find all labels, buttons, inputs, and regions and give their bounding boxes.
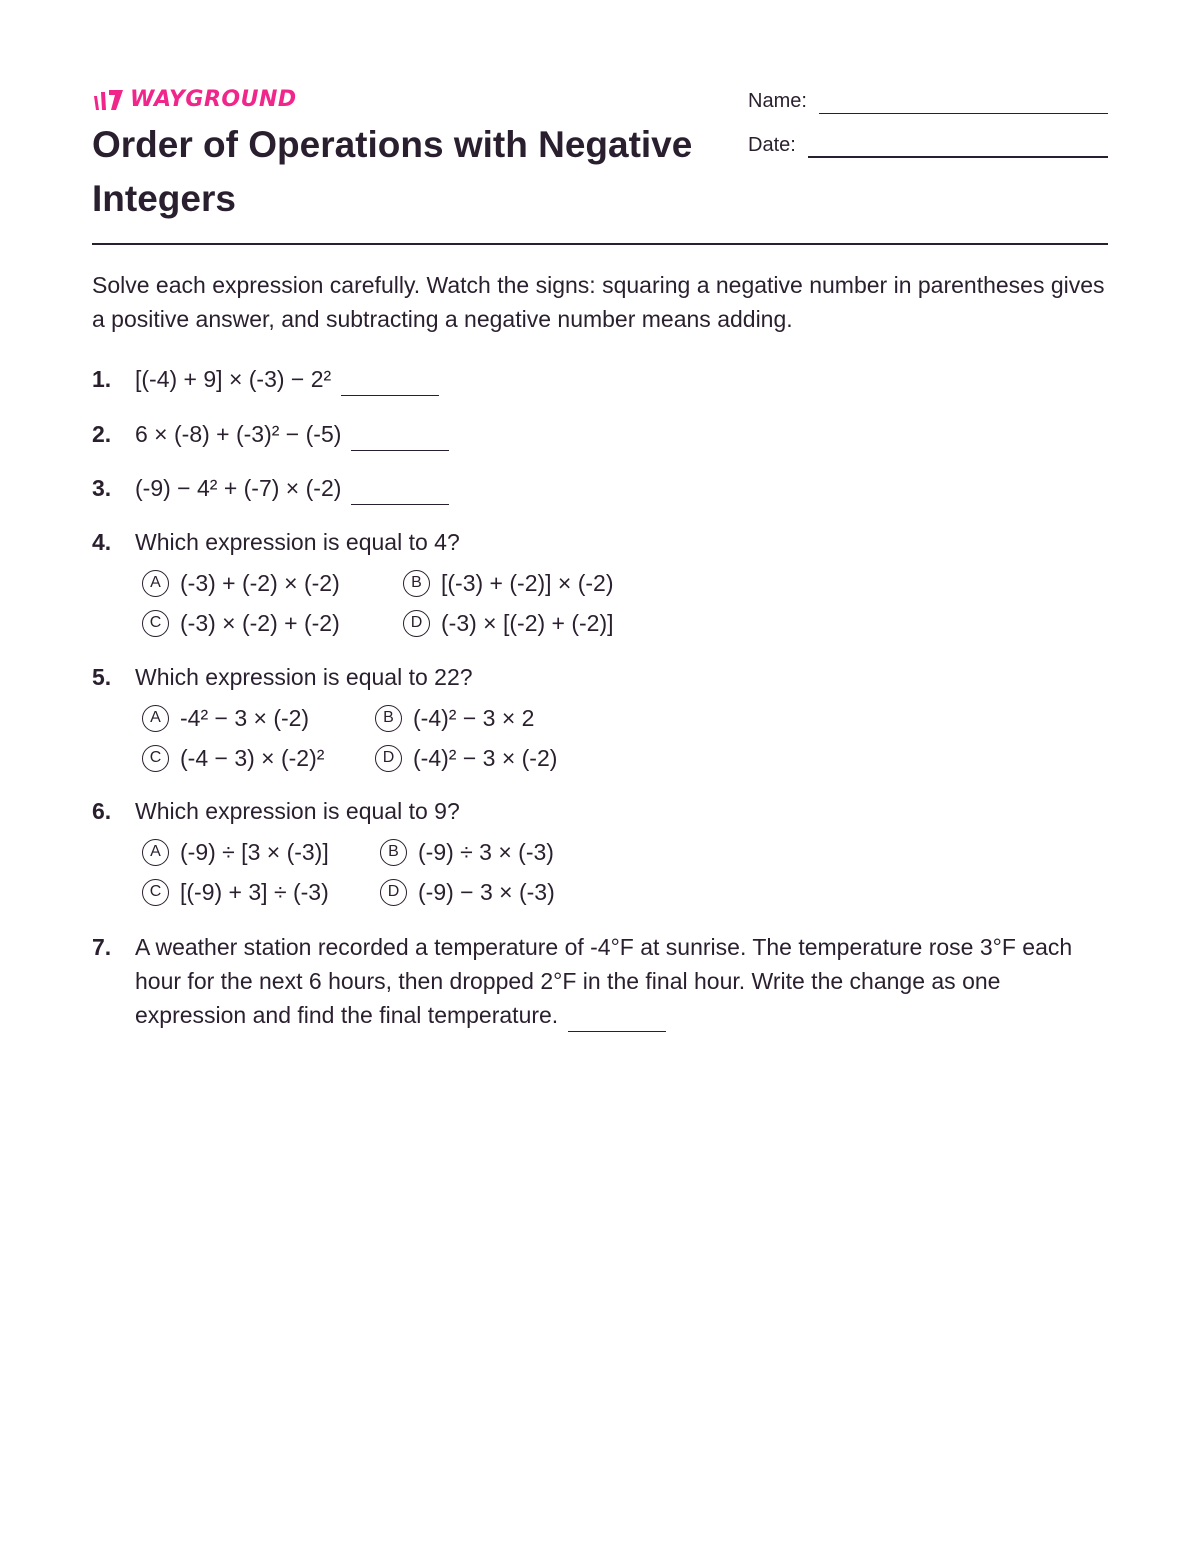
- bubble-icon[interactable]: B: [375, 705, 402, 732]
- question-text: 6 × (-8) + (-3)² − (-5): [135, 421, 342, 447]
- bubble-icon[interactable]: C: [142, 610, 169, 637]
- date-line[interactable]: [808, 132, 1108, 158]
- option-a[interactable]: [142, 835, 380, 869]
- option-b[interactable]: [403, 566, 614, 600]
- question-text: Which expression is equal to 4?: [135, 529, 460, 555]
- bubble-icon[interactable]: A: [142, 570, 169, 597]
- worksheet-page: [92, 0, 1108, 1552]
- date-field[interactable]: [748, 132, 1108, 158]
- question-text: Which expression is equal to 22?: [135, 664, 473, 690]
- question-5-options: [142, 701, 557, 775]
- name-line[interactable]: [819, 89, 1108, 114]
- question-number: 7.: [92, 934, 112, 960]
- brand-name: WAYGROUND: [130, 87, 297, 112]
- option-text: [(-9) + 3] ÷ (-3): [180, 879, 329, 905]
- option-text: (-9) ÷ [3 × (-3)]: [180, 839, 329, 865]
- option-text: (-3) + (-2) × (-2): [180, 570, 340, 596]
- answer-blank[interactable]: [351, 422, 449, 451]
- date-label: Date:: [748, 134, 796, 156]
- option-d[interactable]: [380, 875, 555, 909]
- bubble-icon[interactable]: B: [380, 839, 407, 866]
- answer-blank[interactable]: [568, 1003, 666, 1032]
- option-text: (-9) ÷ 3 × (-3): [418, 839, 554, 865]
- bubble-icon[interactable]: C: [142, 745, 169, 772]
- question-number: 6.: [92, 798, 112, 824]
- option-text: [(-3) + (-2)] × (-2): [441, 570, 614, 596]
- bubble-icon[interactable]: C: [142, 879, 169, 906]
- answer-blank[interactable]: [351, 476, 449, 505]
- option-text: (-4)² − 3 × (-2): [413, 745, 558, 771]
- option-d[interactable]: [375, 741, 557, 775]
- option-c[interactable]: [142, 741, 375, 775]
- brand-logo: [92, 86, 297, 114]
- bubble-icon[interactable]: A: [142, 839, 169, 866]
- name-label: Name:: [748, 90, 807, 112]
- bubble-icon[interactable]: D: [403, 610, 430, 637]
- option-c[interactable]: [142, 606, 403, 640]
- bubble-icon[interactable]: D: [380, 879, 407, 906]
- option-d[interactable]: [403, 606, 614, 640]
- question-text: Which expression is equal to 9?: [135, 798, 460, 824]
- option-text: -4² − 3 × (-2): [180, 705, 310, 731]
- option-b[interactable]: [375, 701, 557, 735]
- option-text: (-3) × (-2) + (-2): [180, 610, 340, 636]
- option-b[interactable]: [380, 835, 555, 869]
- bubble-icon[interactable]: D: [375, 745, 402, 772]
- question-number: 3.: [92, 475, 112, 501]
- question-number: 1.: [92, 366, 112, 392]
- question-text: A weather station recorded a temperature of -4°F at sunrise. The temperature rose 3°F each hour for the next 6 hours, then dropped 2°F in the final hour. Write the change as one expression and find the final temperature.: [135, 934, 1073, 1028]
- option-text: (-3) × [(-2) + (-2)]: [441, 610, 614, 636]
- instructions: Solve each expression carefully. Watch the signs: squaring a negative number in parentheses gives a positive answer, and subtracting a negative number means adding.: [92, 272, 1105, 332]
- question-number: 5.: [92, 664, 112, 690]
- header-divider: [92, 243, 1108, 245]
- wayground-logo-icon: [92, 88, 124, 112]
- question-4-options: [142, 566, 614, 640]
- question-text: [(-4) + 9] × (-3) − 2²: [135, 366, 332, 392]
- option-c[interactable]: [142, 875, 380, 909]
- option-text: (-4)² − 3 × 2: [413, 705, 535, 731]
- answer-blank[interactable]: [341, 367, 439, 396]
- option-a[interactable]: [142, 701, 375, 735]
- question-text: (-9) − 4² + (-7) × (-2): [135, 475, 342, 501]
- question-number: 4.: [92, 529, 112, 555]
- option-text: (-9) − 3 × (-3): [418, 879, 555, 905]
- question-6-options: [142, 835, 555, 909]
- option-text: (-4 − 3) × (-2)²: [180, 745, 325, 771]
- page-title: Order of Operations with Negative Integers: [92, 124, 693, 219]
- bubble-icon[interactable]: B: [403, 570, 430, 597]
- option-a[interactable]: [142, 566, 403, 600]
- question-number: 2.: [92, 421, 112, 447]
- name-field[interactable]: [748, 88, 1108, 114]
- bubble-icon[interactable]: A: [142, 705, 169, 732]
